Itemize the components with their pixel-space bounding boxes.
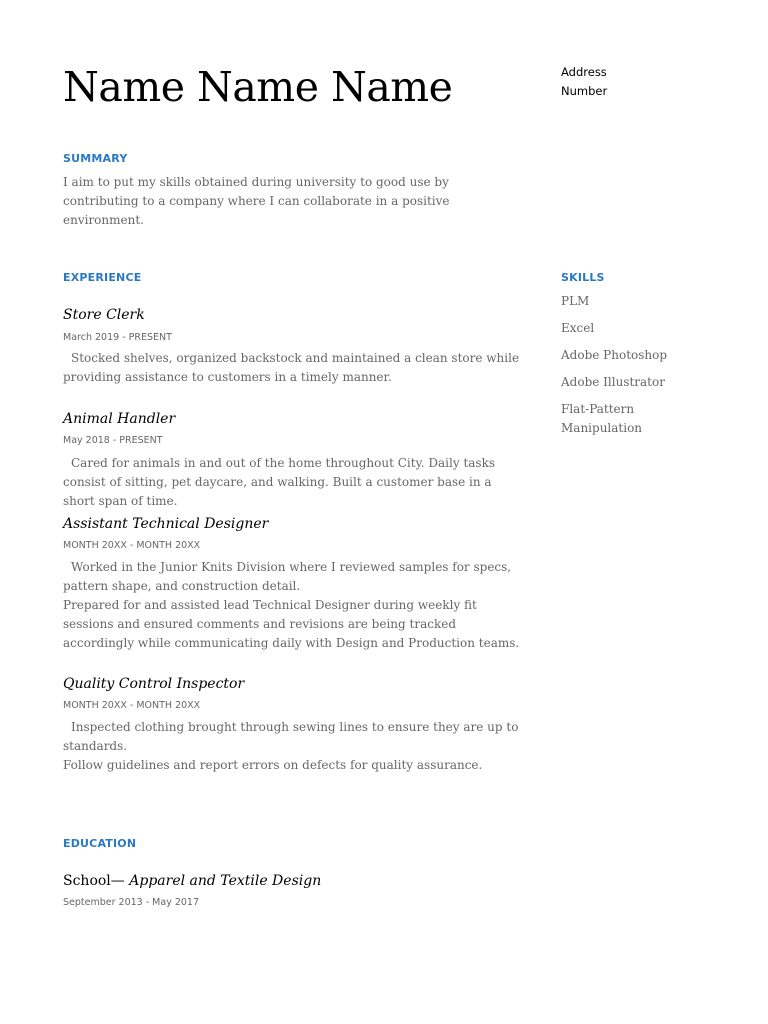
job-description-line: Cared for animals in and out of the home throughout City. Daily tasks consist of sitting, pet daycare, and walking. Built a customer base in a short span of time. [63,456,496,508]
job-description-line: Inspected clothing brought through sewing lines to ensure they are up to standards. [63,720,519,753]
education-entry [63,872,321,890]
job-dates: MONTH 20XX - MONTH 20XX [63,700,201,711]
skill-item: Adobe Illustrator [561,375,665,389]
contact-number: Number [561,83,608,98]
degree-name: Apparel and Textile Design [129,873,322,889]
skill-item: Excel [561,321,595,335]
job-description-line: Stocked shelves, organized backstock and maintained a clean store while providing assistance to customers in a timely manner. [63,351,520,384]
resume-name: Name Name Name [63,63,453,111]
skills-list [561,292,691,446]
job-description [63,558,525,653]
skill-item: PLM [561,294,590,308]
job-description-line: Follow guidelines and report errors on defects for quality assurance. [63,758,483,772]
job-title: Animal Handler [63,411,176,427]
job-description-line: Worked in the Junior Knits Division where I reviewed samples for specs, pattern shape, and construction detail. [63,560,512,593]
job-description-line: Prepared for and assisted lead Technical Designer during weekly fit sessions and ensured comments and revisions are being tracked accordingly while communicating daily with Design and Production teams. [63,598,520,650]
education-heading: EDUCATION [63,837,137,850]
skill-item: Adobe Photoshop [561,348,668,362]
job-title: Assistant Technical Designer [63,516,269,532]
contact-address: Address [561,65,607,79]
experience-heading: EXPERIENCE [63,271,142,284]
skills-heading: SKILLS [561,271,605,284]
summary-text: I aim to put my skills obtained during university to good use by contributing to a company where I can collaborate in a positive environment. [63,175,450,227]
job-dates: March 2019 - PRESENT [63,332,172,343]
job-dates: May 2018 - PRESENT [63,435,163,446]
education-separator: — [110,873,130,889]
contact-info [561,63,741,100]
job-description [63,454,525,511]
school-name: School [63,873,111,889]
job-description [63,718,525,775]
summary-heading: SUMMARY [63,152,128,165]
job-dates: MONTH 20XX - MONTH 20XX [63,540,201,551]
skill-item: Flat-Pattern Manipulation [561,402,643,435]
job-title: Store Clerk [63,307,145,323]
job-description [63,349,525,387]
education-dates: September 2013 - May 2017 [63,897,200,908]
job-title: Quality Control Inspector [63,676,245,692]
